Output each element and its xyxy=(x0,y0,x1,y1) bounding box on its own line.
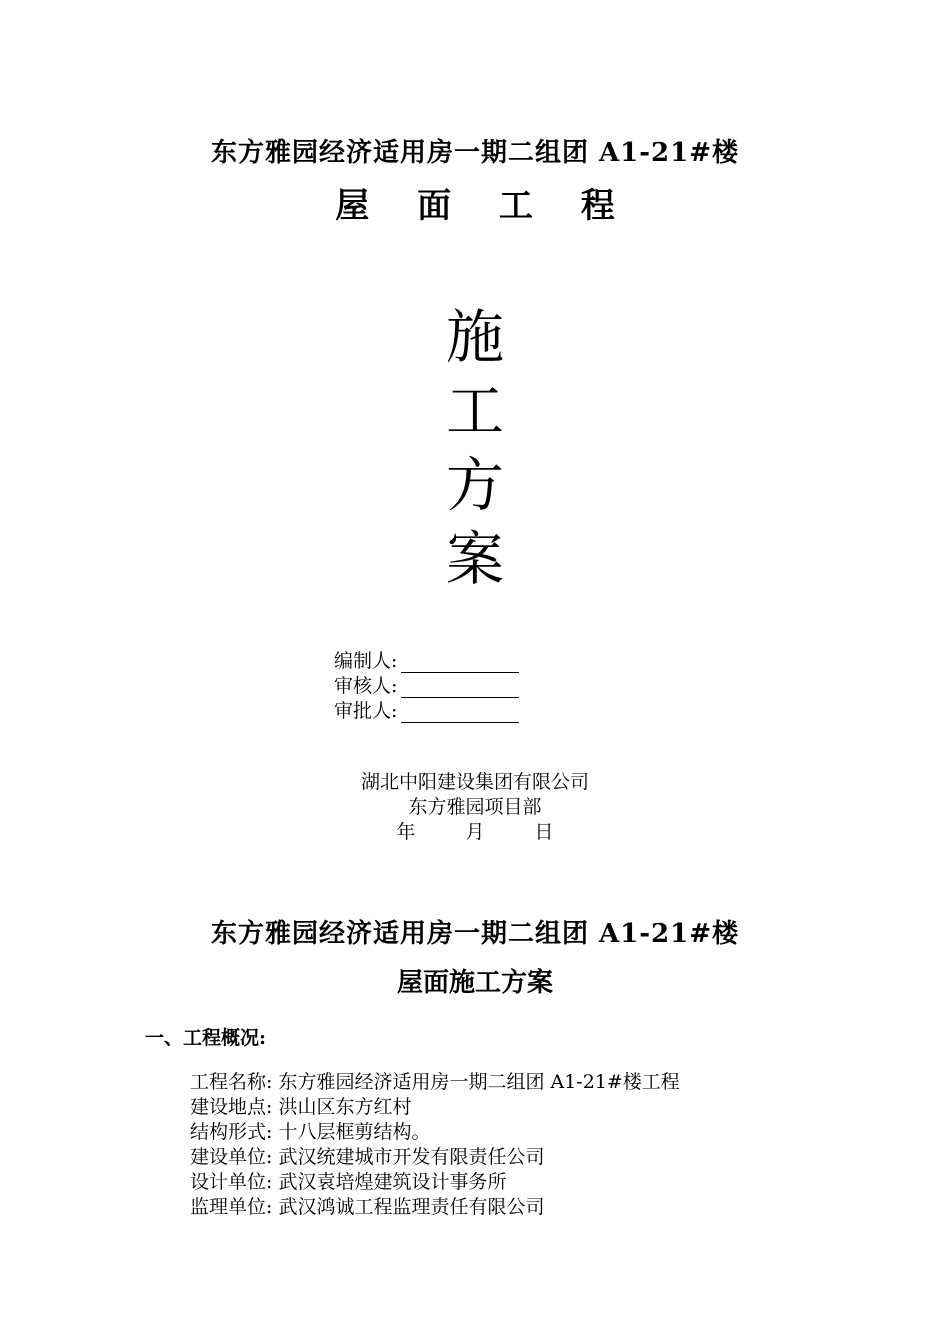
vertical-title-char: 施 xyxy=(445,303,504,371)
date-year: 年 xyxy=(396,821,416,843)
date-month: 月 xyxy=(465,821,485,843)
cover-subtitle-char: 程 xyxy=(580,186,615,226)
vertical-title-char: 工 xyxy=(445,377,504,445)
vertical-title-char: 案 xyxy=(445,525,504,593)
cover-subtitle-char: 屋 xyxy=(335,186,370,226)
date-row xyxy=(0,820,950,845)
signature-line xyxy=(401,678,519,698)
organization-block xyxy=(0,770,950,845)
signature-line xyxy=(401,703,519,723)
cover-subtitle xyxy=(0,178,950,227)
overview-item: 设计单位: 武汉袁培煌建筑设计事务所 xyxy=(190,1171,507,1193)
cover-subtitle-char: 面 xyxy=(417,186,452,226)
vertical-title-char: 方 xyxy=(445,451,504,519)
overview-item: 建设单位: 武汉统建城市开发有限责任公司 xyxy=(190,1146,545,1168)
signature-line xyxy=(401,653,519,673)
overview-item: 结构形式: 十八层框剪结构。 xyxy=(190,1121,431,1143)
signature-row-approver xyxy=(334,698,519,723)
signature-label: 编制人: xyxy=(334,650,398,672)
signature-block xyxy=(334,648,519,723)
body-title-line2: 屋面施工方案 xyxy=(396,968,553,998)
project-overview-list xyxy=(190,1070,680,1220)
signature-label: 审核人: xyxy=(334,675,398,697)
overview-item: 监理单位: 武汉鸿诚工程监理责任有限公司 xyxy=(190,1196,545,1218)
company-name: 湖北中阳建设集团有限公司 xyxy=(360,771,589,793)
body-title-line1: 东方雅园经济适用房一期二组团 A1-21#楼 xyxy=(210,919,740,949)
overview-item: 建设地点: 洪山区东方红村 xyxy=(190,1096,412,1118)
signature-row-compiler xyxy=(334,648,519,673)
vertical-title xyxy=(0,300,950,596)
department-name: 东方雅园项目部 xyxy=(408,796,542,818)
cover-title: 东方雅园经济适用房一期二组团 A1-21#楼 xyxy=(210,138,740,168)
overview-item: 工程名称: 东方雅园经济适用房一期二组团 A1-21#楼工程 xyxy=(190,1071,680,1093)
signature-row-reviewer xyxy=(334,673,519,698)
section-heading-overview: 一、工程概况: xyxy=(145,1027,267,1049)
cover-subtitle-char: 工 xyxy=(498,186,533,226)
signature-label: 审批人: xyxy=(334,700,398,722)
date-day: 日 xyxy=(534,821,554,843)
